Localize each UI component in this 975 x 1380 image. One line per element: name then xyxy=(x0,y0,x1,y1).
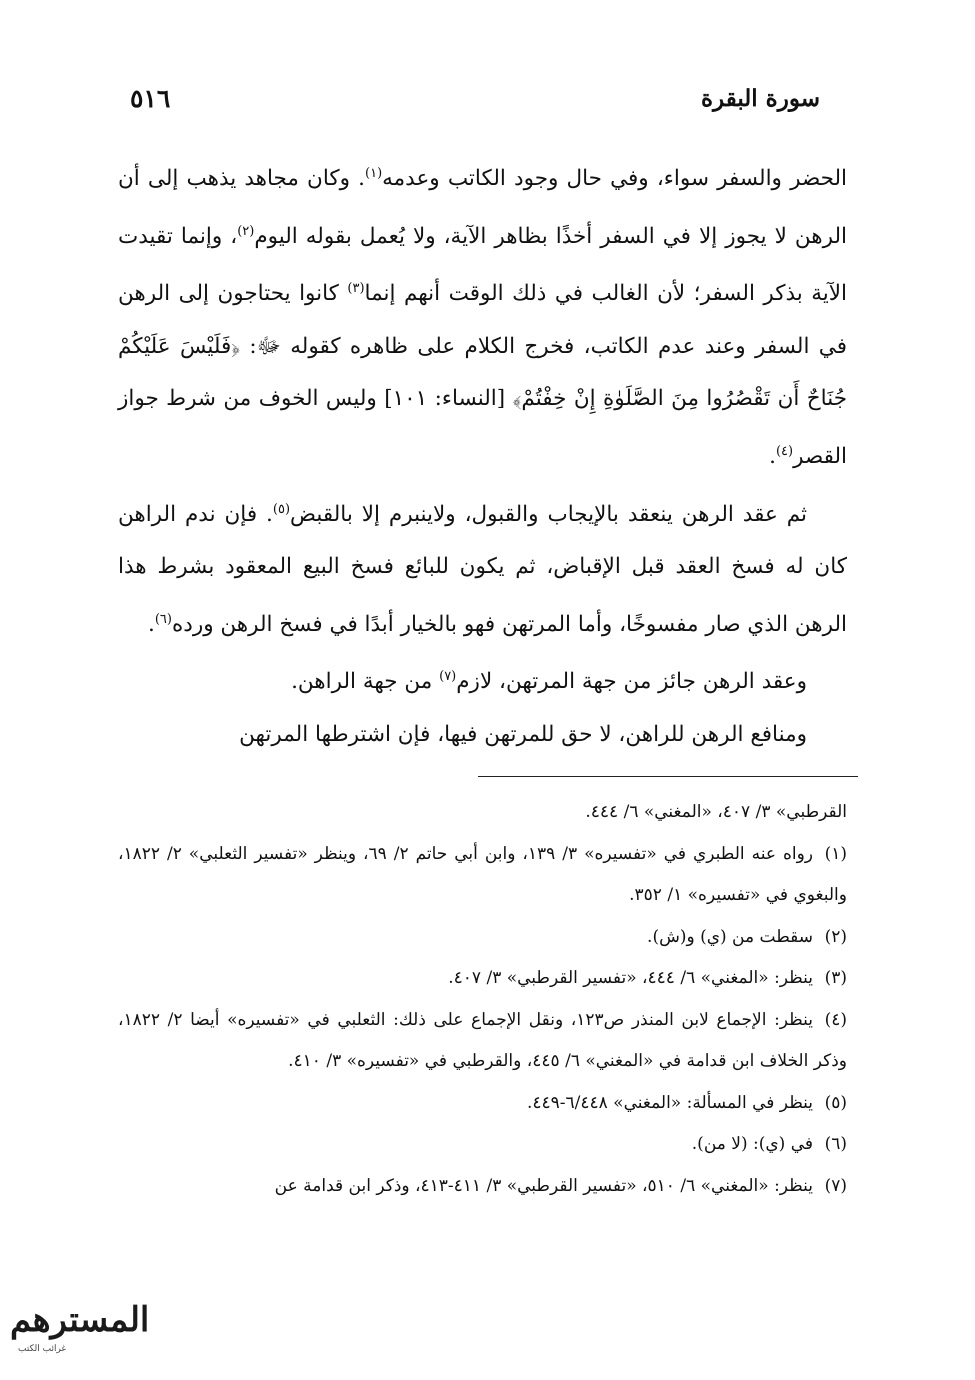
footnote-4 xyxy=(118,1000,847,1083)
footnotes xyxy=(118,792,847,1207)
footnote-number: (٤) xyxy=(824,1009,847,1030)
footnote-number: (٦) xyxy=(824,1134,847,1154)
footnote-marker: (٣) xyxy=(347,281,365,297)
footnote-5 xyxy=(118,1083,847,1125)
footnote-marker: (٥) xyxy=(272,501,291,517)
footnote-marker: (٧) xyxy=(439,669,457,685)
page-number: ٥١٦ xyxy=(130,83,171,113)
text-run: . فإن ندم الراهن كان له فسخ العقد قبل الإقباض، ثم يكون للبائع فسخ البيع المعقود بشرط هذا الرهن الذي صار مفسوخًا، وأما المرتهن فهو بالخيار أبدًا في فسخ الرهن ورده xyxy=(118,501,847,637)
main-text xyxy=(118,148,847,762)
logo-subtext: غرائب الكتب xyxy=(18,1344,67,1354)
text-run: من جهة الراهن. xyxy=(291,669,440,695)
paragraph-4 xyxy=(118,709,847,762)
footnote-text: ينظر: «المغني» ٦/ ٥١٠، «تفسير القرطبي» ٣/ ٤١١-٤١٣، وذكر ابن قدامة عن xyxy=(274,1175,813,1196)
text-run: . وكان مجاهد يذهب إلى أن الرهن لا يجوز إلا في السفر أخذًا بظاهر الآية، ولا يُعمل بقوله اليوم xyxy=(118,166,847,249)
footnote-number: (٣) xyxy=(824,968,847,988)
footnote-6 xyxy=(118,1124,847,1166)
footnote-marker: (٤) xyxy=(775,443,794,459)
footnote-number: (١) xyxy=(824,843,847,864)
paragraph-3 xyxy=(118,651,847,709)
footnote-text: ينظر: الإجماع لابن المنذر ص١٢٣، ونقل الإجماع على ذلك: الثعلبي في «تفسيره» أيضا ٢/ ١٨٢٢، وذكر الخلاف ابن قدامة في «المغني» ٦/ ٤٤٥، والقرطبي في «تفسيره» ٣/ ٤١٠. xyxy=(118,1009,847,1071)
footnote-number: (٧) xyxy=(824,1175,847,1196)
footnote-number: (٥) xyxy=(824,1092,847,1113)
footnote-separator xyxy=(478,776,858,777)
watermark-logo xyxy=(10,1300,150,1364)
paragraph-1 xyxy=(118,148,847,484)
footnote-marker: (٦) xyxy=(154,611,172,627)
text-run: ثم عقد الرهن ينعقد بالإيجاب والقبول، ولاينبرم إلا بالقبض xyxy=(290,501,807,527)
footnote-text: سقطت من (ي) و(ش). xyxy=(647,926,813,947)
text-run: . xyxy=(769,444,776,470)
text-run: ، وإنما تقيدت الآية بذكر السفر؛ لأن الغالب في ذلك الوقت أنهم إنما xyxy=(118,223,848,307)
footnote-3 xyxy=(118,958,847,1000)
footnote-text: القرطبي» ٣/ ٤٠٧، «المغني» ٦/ ٤٤٤. xyxy=(585,802,847,822)
text-run: الحضر والسفر سواء، وفي حال وجود الكاتب وعدمه xyxy=(382,166,847,192)
footnote-text: ينظر في المسألة: «المغني» ٦/٤٤٨-٤٤٩. xyxy=(526,1092,813,1113)
logo-text: المسترهم xyxy=(10,1300,150,1340)
footnote-carryover xyxy=(118,792,847,834)
footnote-number: (٢) xyxy=(824,926,847,947)
footnote-text: رواه عنه الطبري في «تفسيره» ٣/ ١٣٩، وابن أبي حاتم ٢/ ٦٩، وينظر «تفسير الثعلبي» ٢/ ١٨٢٢، والبغوي في «تفسيره» ١/ ٣٥٢. xyxy=(118,843,847,905)
footnote-marker: (٢) xyxy=(237,223,255,239)
footnote-text: في (ي): (لا من). xyxy=(691,1134,813,1154)
surah-title: سورة البقرة xyxy=(700,84,820,112)
footnote-text: ينظر: «المغني» ٦/ ٤٤٤، «تفسير القرطبي» ٣/ ٤٠٧. xyxy=(448,968,813,988)
text-run: . xyxy=(148,611,155,637)
text-run: ومنافع الرهن للراهن، لا حق للمرتهن فيها، فإن اشترطها المرتهن xyxy=(239,722,807,748)
paragraph-2 xyxy=(118,484,847,652)
text-run: كانوا يحتاجون إلى الرهن في السفر وعند عدم الكاتب، فخرج الكلام على ظاهره كقوله ﷻ: ﴿فَلَيْسَ عَلَيْكُمْ جُنَاحٌ أَن تَقْصُرُوا مِنَ الصَّلَوٰةِ إِنْ خِفْتُمْ﴾ [النساء: ١٠١] وليس الخوف من شرط جواز القصر xyxy=(118,281,847,470)
footnote-marker: (١) xyxy=(365,166,383,181)
page-header xyxy=(130,78,820,118)
text-run: وعقد الرهن جائز من جهة المرتهن، لازم xyxy=(456,669,807,695)
footnote-7 xyxy=(118,1166,847,1208)
footnote-2 xyxy=(118,917,847,959)
footnote-1 xyxy=(118,834,847,917)
